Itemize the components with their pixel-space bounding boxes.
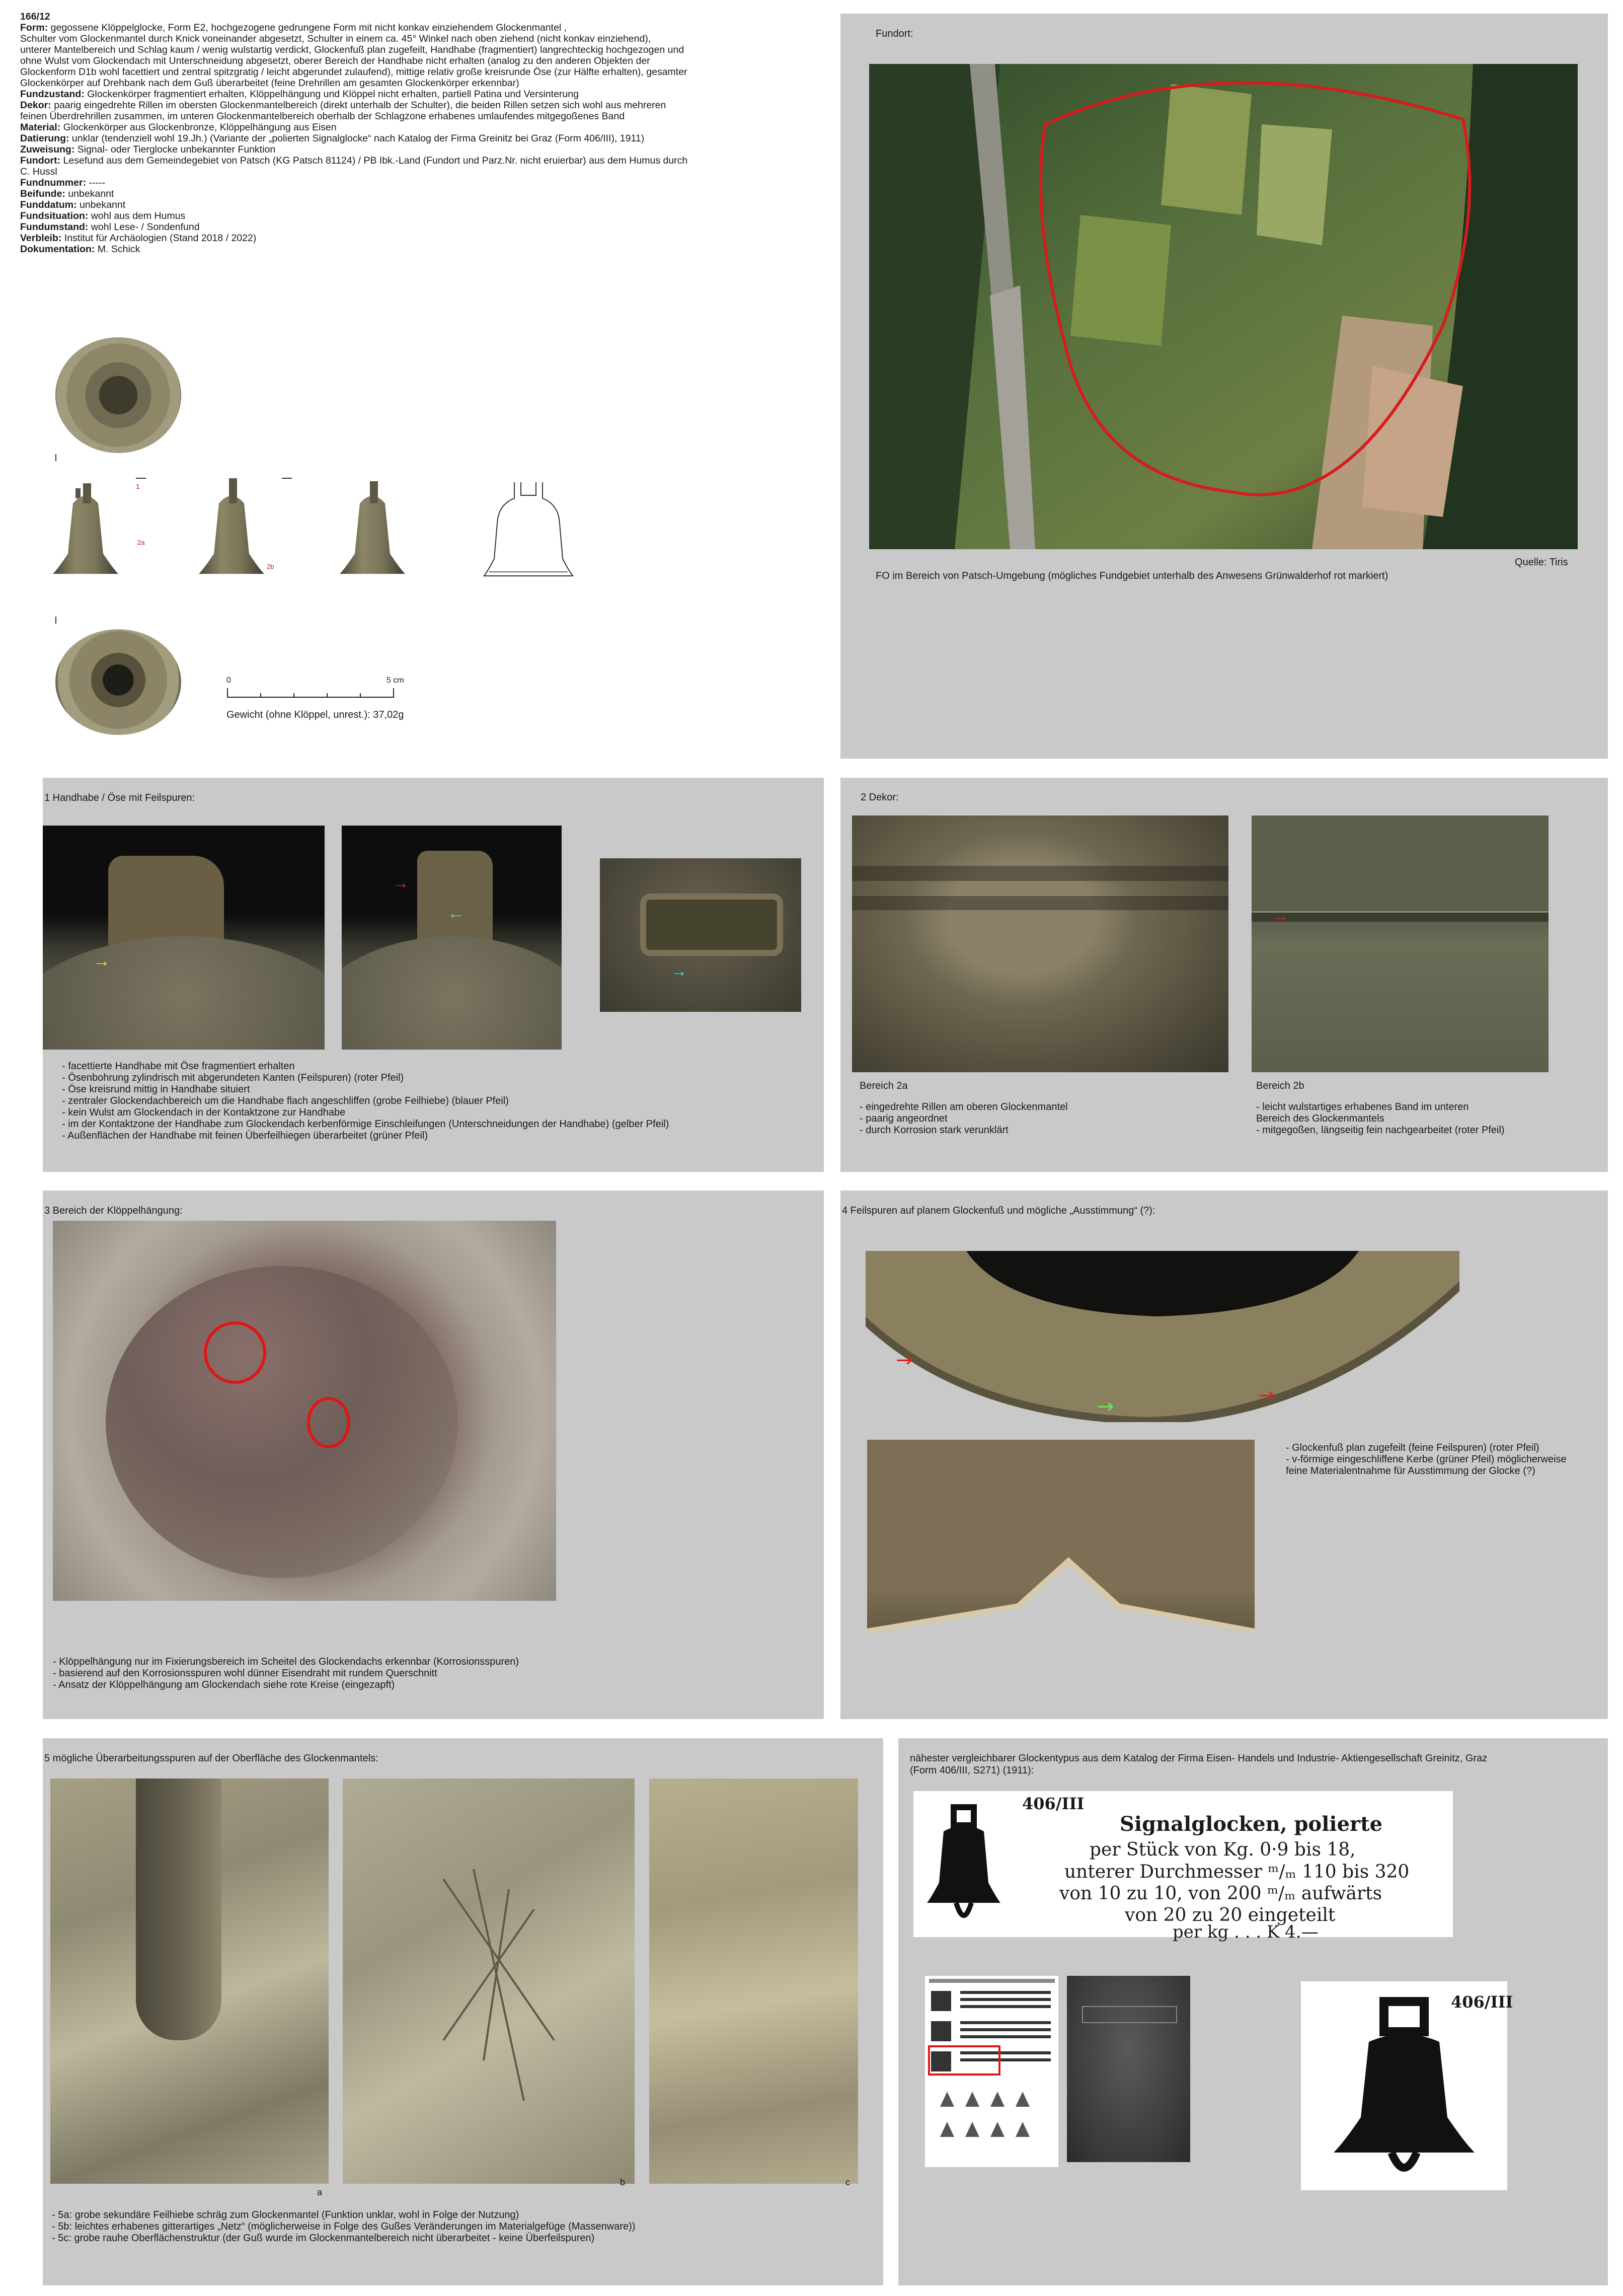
bullet-item: - 5b: leichtes erhabenes gitterartiges „Netz“ (möglicherweise in Folge des Gußes Veränderungen im Materialgefüge (Massenware)): [52, 2221, 636, 2232]
decor-2b-bullets: [1256, 1101, 1505, 1136]
description-line: [20, 210, 820, 221]
description-label: Beifunde:: [20, 188, 65, 199]
description-text: unbekannt: [65, 188, 114, 199]
object-id: 166/12: [20, 11, 50, 22]
description-line: [20, 22, 820, 33]
fundort-aerial-map: [869, 64, 1578, 549]
clapper-mount-photo: [53, 1221, 556, 1601]
fundort-panel: [840, 14, 1608, 759]
handle-photo-2: → ←: [342, 826, 562, 1050]
bell-top-view-photo: [55, 337, 181, 453]
description-line: [20, 44, 820, 55]
description-label: Fundnummer:: [20, 177, 87, 188]
bullet-item: - Klöppelhängung nur im Fixierungsbereich im Scheitel des Glockendachs erkennbar (Korrosionsspuren): [53, 1656, 519, 1667]
bullet-item: - paarig angeordnet: [860, 1113, 948, 1124]
description-label: Fundumstand:: [20, 221, 89, 233]
section-5-title: 5 mögliche Überarbeitungsspuren auf der Oberfläche des Glockenmantels:: [44, 1753, 378, 1764]
description-line: [20, 166, 820, 177]
notch-photo: [867, 1440, 1255, 1709]
bullet-item: - basierend auf den Korrosionsspuren wohl dünner Eisendraht mit rundem Querschnitt: [53, 1668, 437, 1679]
bullet-item: - leicht wulstartiges erhabenes Band im unteren: [1256, 1101, 1469, 1113]
decor-photo-2a: [852, 816, 1228, 1072]
description-text: -----: [86, 177, 105, 188]
section-4-title: 4 Feilspuren auf planem Glockenfuß und mögliche „Ausstimmung“ (?):: [842, 1205, 1155, 1216]
scale-bar: [226, 687, 398, 702]
catalog-number: 406/III: [1022, 1794, 1085, 1813]
surface-photo-5c: [649, 1779, 858, 2184]
description-label: Form:: [20, 22, 48, 33]
description-line: [20, 221, 820, 233]
description-label: Fundzustand:: [20, 89, 85, 100]
description-text: ohne Wulst vom Glockendach mit Unterschneidung abgesetzt, oberer Bereich der Handhabe nicht erhalten (analog zu den anderen Objekten der: [20, 55, 650, 66]
bell-foot-photo: [866, 1251, 1459, 1422]
scale-label-5: 5 cm: [387, 676, 404, 685]
svg-text:→: →: [1258, 1384, 1275, 1407]
catalog-bell-large: [1301, 1981, 1513, 2190]
catalog-excerpt: [913, 1791, 1453, 1942]
description-text: Glockenkörper auf Drehbank nach dem Guß überarbeitet (feine Drehrillen am gesamten Glockenkörper erkennbar): [20, 78, 519, 89]
description-text: wohl Lese- / Sondenfund: [88, 221, 200, 233]
bullet-item: - mitgegoßen, längseitig fein nachgearbeitet (roter Pfeil): [1256, 1125, 1505, 1136]
bullet-item: - Außenflächen der Handhabe mit feinen Überfeilhiegen überarbeitet (grüner Pfeil): [62, 1130, 428, 1141]
section-6-panel: [898, 1738, 1608, 2285]
description-label: Fundort:: [20, 155, 61, 166]
description-label: Material:: [20, 122, 61, 133]
section-1-panel: [43, 778, 824, 1172]
description-line: [20, 89, 820, 100]
bullet-item: - 5c: grobe rauhe Oberflächenstruktur (der Guß wurde im Glockenmantelbereich nicht überarbeitet - keine Überfeilspuren): [52, 2233, 595, 2244]
description-line: [20, 78, 820, 89]
weight-text: Gewicht (ohne Klöppel, unrest.): 37,02g: [226, 709, 404, 720]
bullet-item: - Glockenfuß plan zugefeilt (feine Feilspuren) (roter Pfeil): [1286, 1442, 1539, 1453]
decor-2b-label: Bereich 2b: [1256, 1080, 1304, 1091]
description-label: Dekor:: [20, 100, 51, 111]
description-text: Glockenkörper aus Glockenbronze, Klöppelhängung aus Eisen: [60, 122, 337, 133]
catalog-line-3: unterer Durchmesser ᵐ/ₘ 110 bis 320: [1064, 1862, 1410, 1882]
map-caption: FO im Bereich von Patsch-Umgebung (mögliches Fundgebiet unterhalb des Anwesens Grünwalderhof rot markiert): [876, 570, 1388, 581]
description-line: [20, 233, 820, 244]
description-text: Lesefund aus dem Gemeindegebiet von Patsch (KG Patsch 81124) / PB Ibk.-Land (Fundort und Parz.Nr. nicht eruierbar) aus dem Humus durch: [60, 155, 688, 166]
bullet-item: - im der Kontaktzone der Handhabe zum Glockendach kerbenförmige Einschleifungen (Unterschneidungen der Handhabe) (gelber Pfeil): [62, 1119, 669, 1130]
bell-bottom-view-photo: [55, 629, 181, 735]
catalog-page-thumbnail: [925, 1976, 1058, 2167]
catalog-line-5: von 20 zu 20 eingeteilt: [1125, 1905, 1336, 1925]
bell-side-views: [45, 468, 599, 599]
description-text: M. Schick: [95, 244, 140, 255]
marker-2b: 2b: [267, 563, 274, 570]
catalog-line-4: von 10 zu 10, von 200 ᵐ/ₘ aufwärts: [1059, 1883, 1382, 1904]
handle-photo-3: →: [600, 858, 801, 1012]
description-line: [20, 199, 820, 210]
description-line: [20, 66, 820, 78]
map-source: Quelle: Tiris: [1515, 557, 1568, 568]
section-1-bullets: [62, 1061, 669, 1142]
bell-view-3: [340, 481, 405, 574]
surface-photo-5a: [50, 1779, 329, 2184]
bell-profile-drawing: [484, 482, 573, 576]
scale-label-0: 0: [226, 676, 231, 685]
object-description: [20, 11, 820, 255]
svg-text:→: →: [896, 1349, 913, 1372]
description-text: wohl aus dem Humus: [88, 210, 186, 221]
label-5b: b: [620, 2177, 626, 2187]
section-3-bullets: [53, 1656, 519, 1691]
bullet-item: feine Materialentnahme für Ausstimmung der Glocke (?): [1286, 1465, 1535, 1476]
description-lines: [20, 22, 820, 255]
bullet-item: - zentraler Glockendachbereich um die Handhabe flach angeschliffen (grobe Feilhiebe) (blauer Pfeil): [62, 1095, 509, 1106]
handle-photo-1: →: [43, 826, 325, 1050]
bullet-item: - facettierte Handhabe mit Öse fragmentiert erhalten: [62, 1061, 295, 1072]
catalog-line-1: Signalglocken, polierte: [1120, 1812, 1383, 1836]
section-6-title-line2: (Form 406/III, S271) (1911):: [910, 1765, 1034, 1776]
description-label: Datierung:: [20, 133, 69, 144]
description-text: Institut für Archäologien (Stand 2018 / 2022): [61, 233, 257, 244]
description-line: [20, 33, 820, 44]
description-line: [20, 122, 820, 133]
catalog-bell-icon: [926, 1802, 1001, 1928]
description-label: Dokumentation:: [20, 244, 95, 255]
catalog-number-large: 406/III: [1451, 1992, 1513, 2012]
description-label: Verbleib:: [20, 233, 62, 244]
bullet-item: - kein Wulst am Glockendach in der Kontaktzone zur Handhabe: [62, 1107, 346, 1118]
description-line: [20, 144, 820, 155]
description-text: paarig eingedrehte Rillen im obersten Glockenmantelbereich (direkt unterhalb der Schulter), die beiden Rillen setzen sich wohl aus mehreren: [51, 100, 666, 111]
description-text: Glockenform D1b wohl facettiert und zentral spitzgratig / leicht abgerundet zulaufend), mittige relativ große kreisrunde Öse (zur Hälfte erhalten), gesamter: [20, 66, 687, 78]
description-label: Fundsituation:: [20, 210, 89, 221]
bullet-item: Bereich des Glockenmantels: [1256, 1113, 1384, 1124]
catalog-line-6: per kg . . . K 4.—: [1173, 1922, 1319, 1942]
bullet-item: - 5a: grobe sekundäre Feilhiebe schräg zum Glockenmantel (Funktion unklar, wohl in Folge der Nutzung): [52, 2209, 519, 2220]
section-3-title: 3 Bereich der Klöppelhängung:: [44, 1205, 183, 1216]
section-2-title: 2 Dekor:: [861, 792, 899, 803]
fundort-title: Fundort:: [876, 28, 913, 39]
bullet-item: - Öse kreisrund mittig in Handhabe situiert: [62, 1084, 250, 1095]
description-text: gegossene Klöppelglocke, Form E2, hochgezogene gedrungene Form mit nicht konkav einziehendem Glockenmantel ,: [48, 22, 567, 33]
description-line: [20, 55, 820, 66]
bullet-item: - eingedrehte Rillen am oberen Glockenmantel: [860, 1101, 1068, 1113]
description-text: feinen Überdrehrillen zusammen, im unteren Glockenmantelbereich oberhalb der Schlagzone erhabenes umlaufendes mitgegoßenes Band: [20, 111, 625, 122]
bell-view-1: [53, 483, 118, 574]
description-line: [20, 111, 820, 122]
description-line: [20, 188, 820, 199]
description-line: [20, 133, 820, 144]
section-6-title-line1: nähester vergleichbarer Glockentypus aus dem Katalog der Firma Eisen- Handels und Industrie- Aktiengesellschaft Greinitz, Graz: [910, 1753, 1488, 1764]
bell-view-2: [199, 478, 264, 574]
section-1-title: 1 Handhabe / Öse mit Feilspuren:: [44, 792, 195, 803]
decor-2a-bullets: [860, 1101, 1068, 1136]
decor-photo-2b: →: [1252, 816, 1549, 1072]
description-line: [20, 155, 820, 166]
description-line: [20, 100, 820, 111]
description-line: [20, 177, 820, 188]
svg-text:→: →: [1097, 1395, 1114, 1418]
description-text: Schulter vom Glockenmantel durch Knick voneinander abgesetzt, Schulter in einem ca. 45° Winkel nach oben ziehend (nicht konkav einziehend),: [20, 33, 651, 44]
bullet-item: - v-förmige eingeschliffene Kerbe (grüner Pfeil) möglicherweise: [1286, 1454, 1567, 1465]
marker-2a: 2a: [137, 539, 145, 546]
description-line: [20, 244, 820, 255]
bullet-item: - Ösenbohrung zylindrisch mit abgerundeten Kanten (Feilspuren) (roter Pfeil): [62, 1072, 404, 1083]
description-label: Funddatum:: [20, 199, 77, 210]
bullet-item: - durch Korrosion stark verunklärt: [860, 1125, 1009, 1136]
label-5c: c: [845, 2177, 850, 2187]
description-text: unklar (tendenziell wohl 19.Jh.) (Variante der „polierten Signalglocke“ nach Katalog der Firma Greinitz bei Graz (Form 406/III), 1911): [69, 133, 645, 144]
section-4-panel: [840, 1191, 1608, 1719]
bullet-item: - Ansatz der Klöppelhängung am Glockendach siehe rote Kreise (eingezapft): [53, 1679, 395, 1690]
section-3-panel: [43, 1191, 824, 1719]
description-text: Signal- oder Tierglocke unbekannter Funktion: [74, 144, 276, 155]
section-5-bullets: [52, 2209, 635, 2244]
description-text: Glockenkörper fragmentiert erhalten, Klöppelhängung und Klöppel nicht erhalten, partiell Patina und Versinterung: [84, 89, 579, 100]
section-5-panel: [43, 1738, 883, 2285]
description-text: unbekannt: [76, 199, 126, 210]
catalog-cover-thumbnail: [1067, 1976, 1190, 2162]
catalog-line-2: per Stück von Kg. 0·9 bis 18,: [1090, 1839, 1356, 1860]
surface-photo-5b: [343, 1779, 635, 2184]
decor-2a-label: Bereich 2a: [860, 1080, 908, 1091]
description-text: C. Hussl: [20, 166, 57, 177]
description-label: Zuweisung:: [20, 144, 75, 155]
label-5a: a: [317, 2187, 323, 2197]
overview-figure: [45, 327, 599, 730]
section-4-bullets: [1286, 1442, 1567, 1477]
description-text: unterer Mantelbereich und Schlag kaum / wenig wulstartig verdickt, Glockenfuß plan zugefeilt, Handhabe (fragmentiert) langrechteckig hochgezogen und: [20, 44, 684, 55]
marker-1: 1: [136, 482, 140, 490]
section-2-panel: [840, 778, 1608, 1172]
